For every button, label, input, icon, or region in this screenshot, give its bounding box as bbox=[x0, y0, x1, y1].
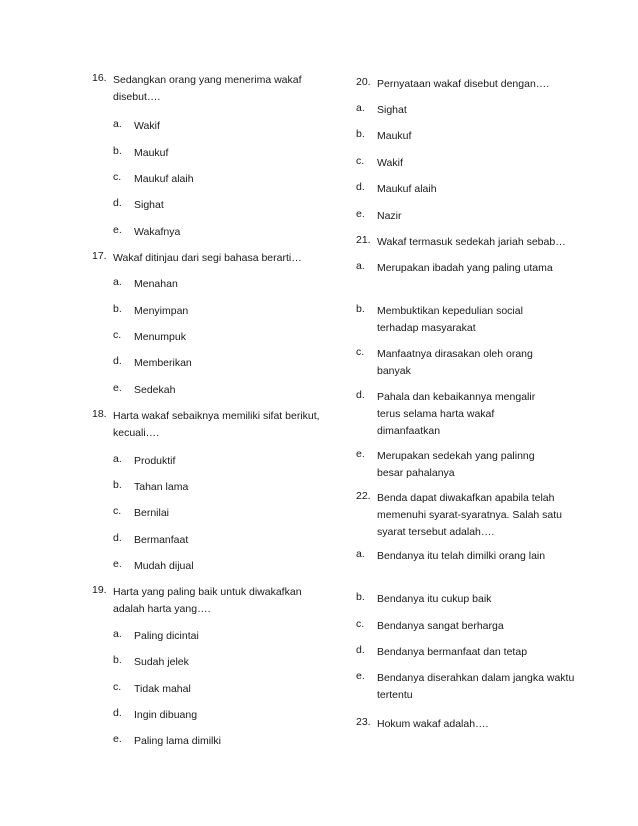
option-22e bbox=[356, 670, 576, 704]
option-18d bbox=[113, 532, 188, 549]
option-letter: a. bbox=[113, 628, 122, 640]
option-21d bbox=[356, 389, 556, 440]
option-letter: b. bbox=[356, 591, 365, 603]
question-23 bbox=[356, 716, 586, 733]
option-letter: d. bbox=[113, 707, 122, 719]
option-letter: c. bbox=[356, 618, 365, 630]
option-21b bbox=[356, 303, 556, 337]
question-text: Hokum wakaf adalah…. bbox=[377, 718, 489, 730]
option-letter: b. bbox=[113, 479, 122, 491]
option-letter: b. bbox=[113, 303, 122, 315]
option-text: Produktif bbox=[134, 455, 176, 467]
option-22b bbox=[356, 591, 576, 608]
option-21e bbox=[356, 448, 556, 482]
option-letter: b. bbox=[356, 303, 365, 315]
option-letter: c. bbox=[356, 346, 365, 358]
option-text: Memberikan bbox=[134, 357, 192, 369]
question-number: 19. bbox=[92, 584, 107, 596]
question-number: 16. bbox=[92, 72, 107, 84]
option-text: Merupakan sedekah yang palinng besar pahalanya bbox=[377, 450, 535, 479]
option-text: Menumpuk bbox=[134, 331, 186, 343]
question-19 bbox=[92, 584, 332, 618]
option-letter: d. bbox=[356, 644, 365, 656]
option-text: Bendanya itu cukup baik bbox=[377, 593, 492, 605]
option-letter: e. bbox=[113, 224, 122, 236]
option-20d bbox=[356, 181, 437, 198]
option-text: Tidak mahal bbox=[134, 683, 191, 695]
option-19a bbox=[113, 628, 199, 645]
option-18b bbox=[113, 479, 188, 496]
option-17e bbox=[113, 382, 175, 399]
option-text: Menahan bbox=[134, 278, 178, 290]
option-text: Maukuf alaih bbox=[377, 183, 437, 195]
option-20b bbox=[356, 128, 411, 145]
option-text: Bermanfaat bbox=[134, 534, 189, 546]
option-20c bbox=[356, 155, 403, 172]
question-text: Benda dapat diwakafkan apabila telah memenuhi syarat-syaratnya. Salah satu syarat tersebut adalah…. bbox=[377, 492, 563, 538]
question-text: Sedangkan orang yang menerima wakaf disebut…. bbox=[113, 74, 302, 103]
option-17b bbox=[113, 303, 188, 320]
option-text: Maukuf bbox=[377, 130, 412, 142]
option-letter: e. bbox=[113, 558, 122, 570]
question-text: Harta wakaf sebaiknya memiliki sifat berikut, kecuali…. bbox=[113, 410, 320, 439]
option-text: Manfaatnya dirasakan oleh orang banyak bbox=[377, 348, 533, 377]
option-16b bbox=[113, 145, 168, 162]
option-letter: c. bbox=[113, 329, 122, 341]
option-text: Ingin dibuang bbox=[134, 709, 198, 721]
question-number: 17. bbox=[92, 250, 107, 262]
option-21a bbox=[356, 260, 556, 277]
option-letter: e. bbox=[113, 382, 122, 394]
question-number: 18. bbox=[92, 408, 107, 420]
option-22d bbox=[356, 644, 576, 661]
option-text: Paling dicintai bbox=[134, 630, 199, 642]
option-text: Wakif bbox=[377, 157, 403, 169]
option-text: Maukuf bbox=[134, 147, 169, 159]
option-text: Paling lama dimilki bbox=[134, 735, 221, 747]
option-19e bbox=[113, 733, 221, 750]
question-text: Wakaf termasuk sedekah jariah sebab… bbox=[377, 236, 566, 248]
option-17c bbox=[113, 329, 186, 346]
option-21c bbox=[356, 346, 556, 380]
option-20e bbox=[356, 208, 402, 225]
option-text: Bendanya sangat berharga bbox=[377, 620, 504, 632]
question-20 bbox=[356, 76, 586, 93]
question-text: Wakaf ditinjau dari segi bahasa berarti… bbox=[113, 252, 302, 264]
option-text: Wakif bbox=[134, 120, 160, 132]
option-letter: a. bbox=[113, 118, 122, 130]
option-text: Maukuf alaih bbox=[134, 173, 194, 185]
option-text: Menyimpan bbox=[134, 305, 189, 317]
option-text: Merupakan ibadah yang paling utama bbox=[377, 262, 553, 274]
option-17d bbox=[113, 355, 192, 372]
question-number: 22. bbox=[356, 490, 371, 502]
option-19d bbox=[113, 707, 197, 724]
option-letter: e. bbox=[356, 208, 365, 220]
option-text: Bendanya bermanfaat dan tetap bbox=[377, 646, 528, 658]
question-16 bbox=[92, 72, 332, 106]
option-text: Mudah dijual bbox=[134, 560, 194, 572]
option-19c bbox=[113, 681, 191, 698]
option-text: Bendanya diserahkan dalam jangka waktu tertentu bbox=[377, 672, 575, 701]
option-text: Sighat bbox=[134, 199, 164, 211]
option-18e bbox=[113, 558, 194, 575]
option-letter: d. bbox=[356, 181, 365, 193]
option-letter: e. bbox=[356, 448, 365, 460]
question-number: 21. bbox=[356, 234, 371, 246]
option-letter: e. bbox=[113, 733, 122, 745]
option-letter: d. bbox=[113, 355, 122, 367]
option-text: Sudah jelek bbox=[134, 656, 189, 668]
question-number: 23. bbox=[356, 716, 371, 728]
option-letter: b. bbox=[113, 145, 122, 157]
question-text: Pernyataan wakaf disebut dengan…. bbox=[377, 78, 550, 90]
option-letter: b. bbox=[113, 654, 122, 666]
question-number: 20. bbox=[356, 76, 371, 88]
option-letter: c. bbox=[113, 171, 122, 183]
option-19b bbox=[113, 654, 189, 671]
option-letter: a. bbox=[356, 260, 365, 272]
option-letter: b. bbox=[356, 128, 365, 140]
option-text: Nazir bbox=[377, 210, 402, 222]
option-16e bbox=[113, 224, 180, 241]
option-20a bbox=[356, 102, 407, 119]
option-22a bbox=[356, 548, 556, 565]
option-18c bbox=[113, 505, 169, 522]
option-text: Pahala dan kebaikannya mengalir terus selama harta wakaf dimanfaatkan bbox=[377, 391, 536, 437]
option-text: Membuktikan kepedulian social terhadap masyarakat bbox=[377, 305, 523, 334]
option-18a bbox=[113, 453, 175, 470]
option-text: Sedekah bbox=[134, 384, 176, 396]
question-17 bbox=[92, 250, 332, 267]
option-letter: d. bbox=[356, 389, 365, 401]
option-letter: c. bbox=[113, 505, 122, 517]
question-21 bbox=[356, 234, 586, 251]
question-18 bbox=[92, 408, 332, 442]
question-22 bbox=[356, 490, 586, 541]
option-letter: c. bbox=[113, 681, 122, 693]
option-letter: a. bbox=[356, 102, 365, 114]
question-text: Harta yang paling baik untuk diwakafkan adalah harta yang…. bbox=[113, 586, 302, 615]
option-letter: d. bbox=[113, 532, 122, 544]
option-letter: c. bbox=[356, 155, 365, 167]
option-letter: a. bbox=[356, 548, 365, 560]
option-text: Tahan lama bbox=[134, 481, 189, 493]
option-letter: a. bbox=[113, 276, 122, 288]
option-16a bbox=[113, 118, 160, 135]
option-letter: a. bbox=[113, 453, 122, 465]
option-text: Bendanya itu telah dimilki orang lain bbox=[377, 550, 546, 562]
option-letter: e. bbox=[356, 670, 365, 682]
option-text: Wakafnya bbox=[134, 226, 181, 238]
option-16d bbox=[113, 197, 164, 214]
option-text: Sighat bbox=[377, 104, 407, 116]
option-text: Bernilai bbox=[134, 507, 170, 519]
option-17a bbox=[113, 276, 178, 293]
option-22c bbox=[356, 618, 576, 635]
option-16c bbox=[113, 171, 194, 188]
option-letter: d. bbox=[113, 197, 122, 209]
